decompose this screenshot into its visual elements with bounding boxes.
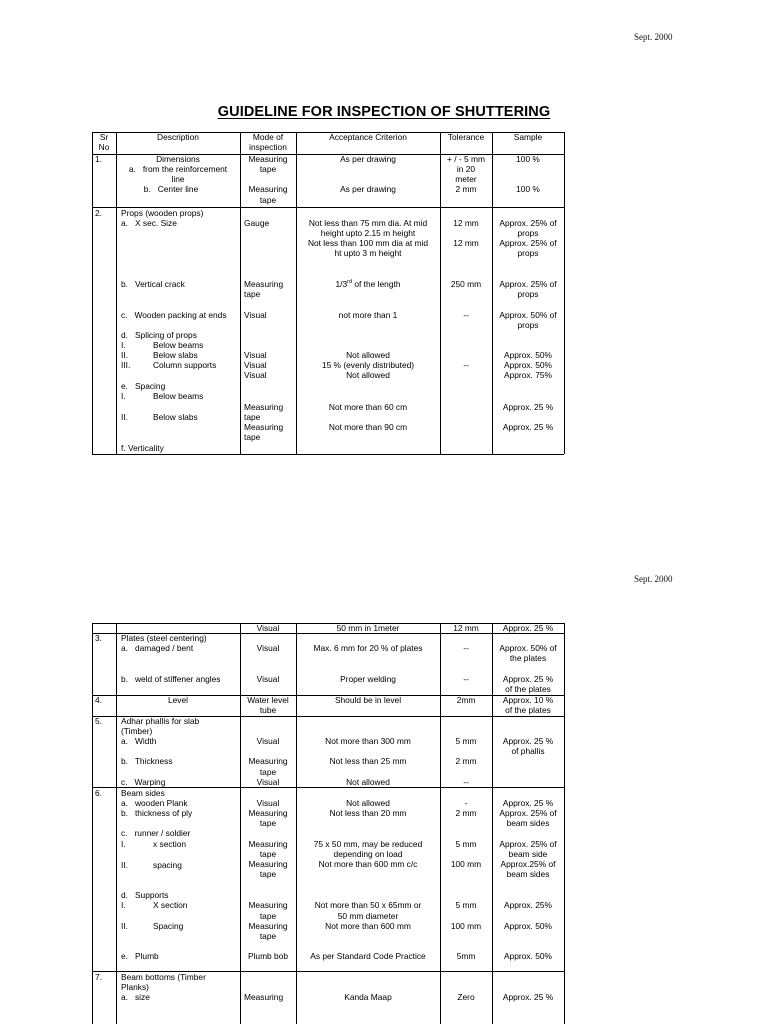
row2-desc: Below beams	[153, 391, 204, 401]
row0-mode: Visual	[256, 623, 280, 633]
row6-mode: Measuring	[248, 808, 288, 818]
row5-sample: Approx. 25 %	[502, 736, 554, 746]
row2-mode: Visual	[244, 310, 267, 320]
row6-desc: II.	[121, 860, 128, 870]
row5-mode: tape	[259, 767, 277, 777]
row2-sample: props	[517, 228, 539, 238]
row2-mode: tape	[244, 432, 261, 442]
row5-desc: (Timber)	[121, 726, 153, 736]
row6-tolerance: 5 mm	[455, 900, 477, 910]
row2-sample: Approx. 75%	[504, 370, 552, 380]
header-sr-line2: No	[98, 142, 110, 152]
row1-criterion: As per drawing	[340, 184, 396, 194]
row6-mode: tape	[259, 869, 277, 879]
row2-desc: II.	[121, 350, 128, 360]
row1-tolerance: in 20	[456, 164, 476, 174]
row1-mode: tape	[259, 164, 277, 174]
row2-tolerance: 12 mm	[453, 218, 479, 228]
row2-mode: tape	[244, 412, 261, 422]
row2-desc: I.	[121, 391, 126, 401]
row2-sample: Approx. 50% of	[499, 310, 557, 320]
row2-criterion-vertical-crack: 1/3rd of the length	[335, 279, 401, 289]
row6-sample: Approx. 25%	[504, 900, 552, 910]
row0-tolerance: 12 mm	[453, 623, 479, 633]
row2-sample: props	[517, 248, 539, 258]
row3-tolerance: --	[463, 643, 469, 653]
row7-mode: Measuring	[244, 992, 284, 1002]
row2-criterion: 15 % (evenly distributed)	[321, 360, 415, 370]
row2-mode: Visual	[244, 350, 267, 360]
row6-desc: X section	[153, 900, 188, 910]
row2-criterion: Not less than 100 mm dia at mid	[307, 238, 429, 248]
row5-mode: Visual	[256, 777, 280, 787]
row0-criterion: 50 mm in 1meter	[336, 623, 400, 633]
row5-desc: c. Warping	[121, 777, 166, 787]
row6-mode: Visual	[256, 798, 280, 808]
row6-criterion: Not more than 600 mm c/c	[318, 859, 418, 869]
row2-desc: b. Vertical crack	[121, 279, 185, 289]
row2-criterion: Not less than 75 mm dia. At mid	[308, 218, 428, 228]
row6-desc: I.	[121, 900, 126, 910]
row2-desc: III.	[121, 360, 131, 370]
row6-mode: Measuring	[248, 839, 288, 849]
row6-mode: Measuring	[248, 921, 288, 931]
header-tolerance: Tolerance	[447, 132, 485, 142]
row2-desc: a. X sec. Size	[121, 218, 177, 228]
row6-mode: tape	[259, 818, 277, 828]
row6-desc: d. Supports	[121, 890, 169, 900]
row3-mode: Visual	[256, 674, 280, 684]
row6-criterion: As per Standard Code Practice	[310, 951, 426, 961]
row6-criterion: depending on load	[333, 849, 403, 859]
row1-desc: b. Center line	[143, 184, 199, 194]
row2-sample: Approx. 50%	[504, 360, 552, 370]
row3-desc: Plates (steel centering)	[121, 633, 207, 643]
row2-sample: Approx. 25% of	[499, 238, 557, 248]
row5-desc: Adhar phallis for slab	[121, 716, 200, 726]
row2-sample: Approx. 25% of	[499, 279, 557, 289]
row6-desc: x section	[153, 839, 187, 849]
row1-criterion: As per drawing	[340, 154, 396, 164]
row5-mode: Visual	[256, 736, 280, 746]
row4-criterion: Should be in level	[334, 695, 402, 705]
row3-sample: the plates	[509, 653, 547, 663]
page2-date: Sept. 2000	[634, 574, 673, 584]
row1-desc: a. from the reinforcement	[128, 164, 228, 174]
row6-desc: spacing	[153, 860, 182, 870]
row6-mode: tape	[259, 931, 277, 941]
row1-sr: 1.	[95, 154, 102, 164]
row1-tolerance: 2 mm	[455, 184, 477, 194]
document-title: GUIDELINE FOR INSPECTION OF SHUTTERING	[217, 104, 551, 120]
header-criterion: Acceptance Criterion	[329, 132, 407, 142]
row6-mode: Measuring	[248, 859, 288, 869]
row2-desc: Props (wooden props)	[121, 208, 204, 218]
row2-desc: Below beams	[153, 340, 204, 350]
header-description: Description	[157, 132, 199, 142]
row2-mode: tape	[244, 289, 261, 299]
row3-sample: of the plates	[505, 684, 551, 694]
row2-mode: Measuring	[244, 422, 284, 432]
row5-criterion: Not more than 300 mm	[325, 736, 411, 746]
row2-tolerance: --	[463, 310, 469, 320]
header-mode-line2: inspection	[249, 142, 287, 152]
row6-tolerance: 100 mm	[450, 859, 482, 869]
row1-tolerance: meter	[455, 174, 477, 184]
row6-mode: tape	[259, 911, 277, 921]
row2-tolerance: 250 mm	[450, 279, 482, 289]
row6-desc: b. thickness of ply	[121, 808, 193, 818]
row2-sample: props	[517, 289, 539, 299]
row6-criterion: Not less than 20 mm	[329, 808, 407, 818]
row6-tolerance: 100 mm	[450, 921, 482, 931]
row1-sample: 100 %	[516, 184, 540, 194]
row7-sr: 7.	[95, 972, 102, 982]
row2-mode: Measuring	[244, 402, 284, 412]
row6-sample: Approx.25% of	[500, 859, 556, 869]
row5-tolerance: --	[463, 777, 469, 787]
header-sr-line1: Sr	[99, 132, 109, 142]
row2-criterion: Not allowed	[346, 350, 390, 360]
row2-desc: Below slabs	[153, 412, 198, 422]
row2-criterion: Not more than 60 cm	[328, 402, 408, 412]
row3-sample: Approx. 25 %	[502, 674, 554, 684]
row4-sr: 4.	[95, 695, 102, 705]
row2-criterion: height upto 2.15 m height	[320, 228, 416, 238]
row1-desc: Dimensions	[156, 154, 200, 164]
row1-desc: line	[171, 174, 185, 184]
row7-criterion: Kanda Maap	[344, 992, 392, 1002]
row6-desc: c. runner / soldier	[121, 828, 191, 838]
row6-mode: Plumb bob	[247, 951, 289, 961]
row6-desc: a. wooden Plank	[121, 798, 188, 808]
row6-sample: Approx. 50%	[504, 951, 552, 961]
row3-desc: b. weld of stiffener angles	[121, 674, 221, 684]
row2-desc: II.	[121, 412, 128, 422]
row1-mode: Measuring	[248, 184, 288, 194]
row2-mode: Measuring	[244, 279, 284, 289]
row6-mode: tape	[259, 849, 277, 859]
row5-sample: of phallis	[511, 746, 545, 756]
row6-sample: beam side	[508, 849, 548, 859]
row6-mode: Measuring	[248, 900, 288, 910]
row5-criterion: Not allowed	[346, 777, 390, 787]
row6-sample: Approx. 50%	[504, 921, 552, 931]
row5-tolerance: 2 mm	[455, 756, 477, 766]
row4-sample: Approx. 10 %	[502, 695, 554, 705]
row2-sample: Approx. 25 %	[502, 422, 554, 432]
row6-sample: Approx. 25% of	[499, 839, 557, 849]
row3-criterion: Proper welding	[340, 674, 396, 684]
header-mode-line1: Mode of	[252, 132, 284, 142]
row6-sample: Approx. 25% of	[499, 808, 557, 818]
row3-mode: Visual	[256, 643, 280, 653]
row1-mode: tape	[259, 195, 277, 205]
row3-sample: Approx. 50% of	[499, 643, 557, 653]
row7-tolerance: Zero	[457, 992, 475, 1002]
row5-sr: 5.	[95, 716, 102, 726]
row2-criterion: Not more than 90 cm	[328, 422, 408, 432]
row2-mode: Visual	[244, 360, 267, 370]
row6-criterion: Not more than 600 mm	[325, 921, 411, 931]
row6-criterion: 75 x 50 mm, may be reduced	[313, 839, 423, 849]
row2-criterion: not more than 1	[338, 310, 398, 320]
row7-desc: a. size	[121, 992, 150, 1002]
row6-desc: Beam sides	[121, 788, 165, 798]
row4-tolerance: 2mm	[456, 695, 476, 705]
row0-sample: Approx. 25 %	[502, 623, 554, 633]
row6-criterion: Not allowed	[346, 798, 390, 808]
row2-sr: 2.	[95, 208, 102, 218]
row6-tolerance: 5 mm	[455, 839, 477, 849]
row2-sample: Approx. 25 %	[502, 402, 554, 412]
row2-sample: Approx. 25% of	[499, 218, 557, 228]
row4-sample: of the plates	[505, 705, 551, 715]
row6-criterion: 50 mm diameter	[337, 911, 399, 921]
page1-date: Sept. 2000	[634, 32, 673, 42]
row6-tolerance: 5mm	[456, 951, 476, 961]
row2-desc: c. Wooden packing at ends	[121, 310, 227, 320]
row6-desc: Spacing	[153, 921, 184, 931]
row6-sr: 6.	[95, 788, 102, 798]
row1-mode: Measuring	[248, 154, 288, 164]
row2-criterion: Not allowed	[346, 370, 390, 380]
row1-sample: 100 %	[516, 154, 540, 164]
row2-desc: Below slabs	[153, 350, 198, 360]
row2-desc: I.	[121, 340, 126, 350]
row2-tolerance: 12 mm	[453, 238, 479, 248]
row7-desc: Beam bottoms (Timber	[121, 972, 206, 982]
row7-desc: Planks)	[121, 982, 149, 992]
row5-desc: a. Width	[121, 736, 157, 746]
row6-sample: Approx. 25 %	[502, 798, 554, 808]
row2-mode: Gauge	[244, 218, 270, 228]
row4-mode: tube	[259, 705, 277, 715]
row5-criterion: Not less than 25 mm	[329, 756, 407, 766]
row2-mode: Visual	[244, 370, 267, 380]
row2-criterion: ht upto 3 m height	[334, 248, 402, 258]
row6-criterion: Not more than 50 x 65mm or	[314, 900, 422, 910]
header-sample: Sample	[513, 132, 543, 142]
row6-sample: beam sides	[506, 818, 550, 828]
row1-tolerance: + / - 5 mm	[447, 154, 485, 164]
row4-desc: Level	[167, 695, 189, 705]
row6-sample: beam sides	[506, 869, 550, 879]
row3-sr: 3.	[95, 633, 102, 643]
row4-mode: Water level	[247, 695, 289, 705]
row6-tolerance: -	[464, 798, 468, 808]
row2-tolerance: --	[463, 360, 469, 370]
row7-sample: Approx. 25 %	[502, 992, 554, 1002]
row5-desc: b. Thickness	[121, 756, 173, 766]
row2-sample: props	[517, 320, 539, 330]
row2-sample: Approx. 50%	[504, 350, 552, 360]
row3-criterion: Max. 6 mm for 20 % of plates	[313, 643, 423, 653]
row2-desc: e. Spacing	[121, 381, 166, 391]
row2-desc: d. Splicing of props	[121, 330, 197, 340]
row2-desc: f. Verticality	[121, 443, 164, 453]
row3-tolerance: --	[463, 674, 469, 684]
row5-mode: Measuring	[248, 756, 288, 766]
row3-desc: a. damaged / bent	[121, 643, 194, 653]
row6-desc: II.	[121, 921, 128, 931]
row2-desc: Column supports	[153, 360, 217, 370]
row6-desc: I.	[121, 839, 126, 849]
row6-tolerance: 2 mm	[455, 808, 477, 818]
row6-desc: e. Plumb	[121, 951, 159, 961]
row5-tolerance: 5 mm	[455, 736, 477, 746]
